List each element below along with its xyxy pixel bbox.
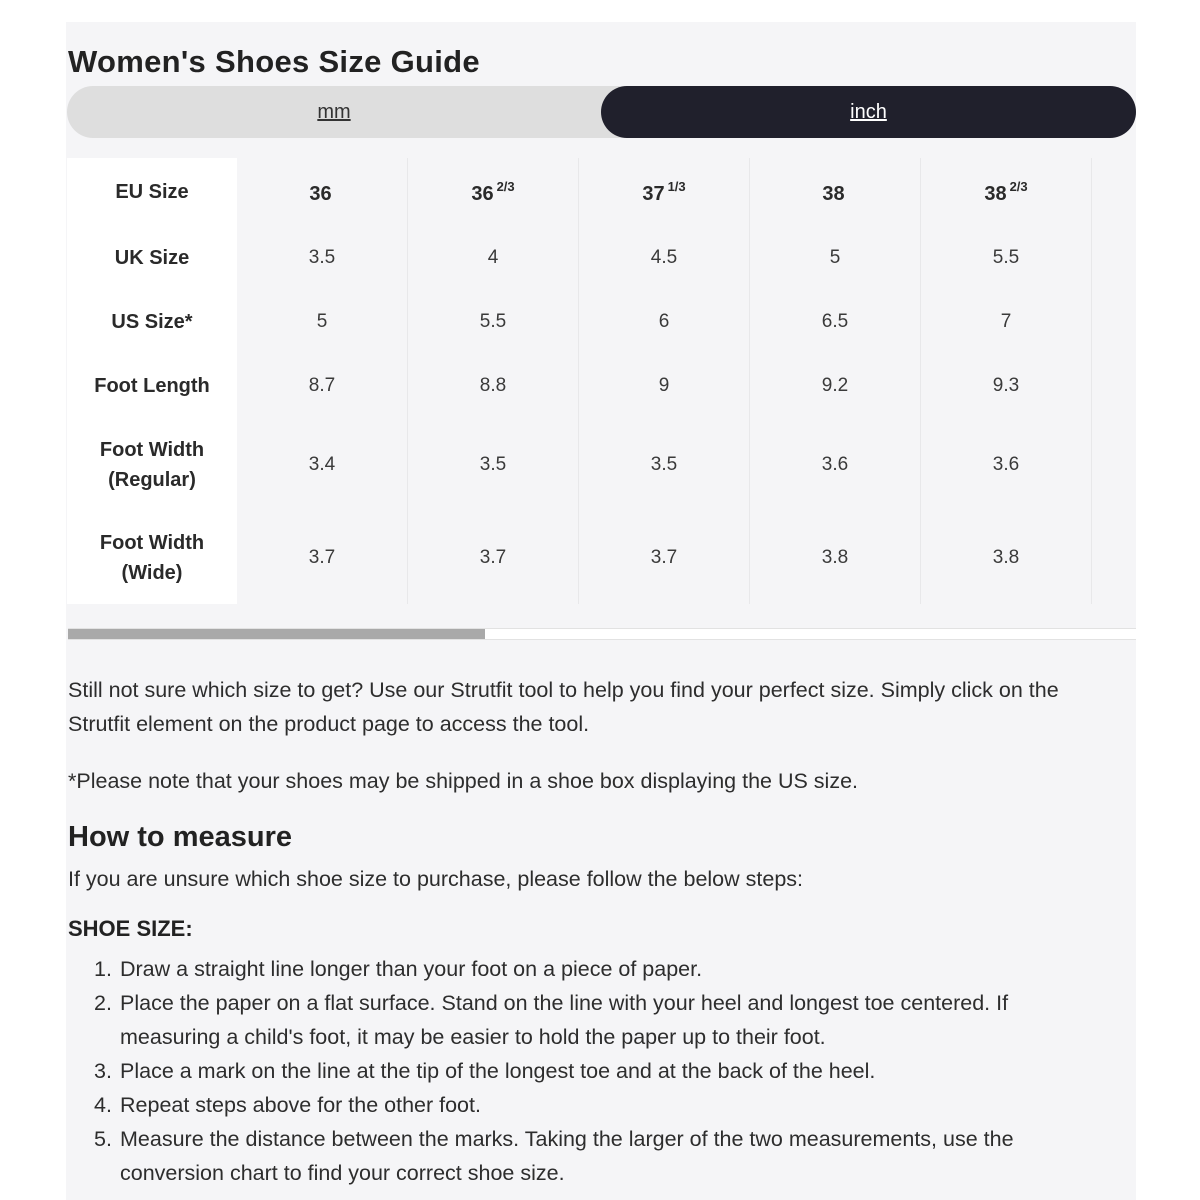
table-overflow-spacer	[1092, 418, 1137, 512]
uk-size-cell: 5	[750, 226, 921, 290]
uk-size-cell: 4.5	[579, 226, 750, 290]
table-row-uk	[67, 226, 1136, 290]
eu-size-cell: 38	[750, 158, 921, 226]
strutfit-note: Still not sure which size to get? Use our Strutfit tool to help you find your perfect size. Simply click on the Strutfit element on the product page to access the tool.	[68, 678, 1059, 736]
eu-size-cell: 36	[237, 158, 408, 226]
table-row-eu	[67, 158, 1136, 226]
table-overflow-spacer	[1092, 290, 1137, 354]
width-regular-cell: 3.5	[408, 418, 579, 512]
width-regular-cell: 3.6	[921, 418, 1092, 512]
list-item: 5. Measure the distance between the marks. Taking the larger of the two measurements, use the conversion chart to find your correct shoe size.	[94, 1127, 1014, 1185]
scrollbar-thumb[interactable]	[68, 629, 485, 639]
width-wide-cell: 3.7	[408, 512, 579, 604]
us-size-cell: 5.5	[408, 290, 579, 354]
page-title: Women's Shoes Size Guide	[68, 44, 480, 79]
uk-size-cell: 3.5	[237, 226, 408, 290]
us-size-cell: 5	[237, 290, 408, 354]
table-overflow-spacer	[1092, 226, 1137, 290]
unit-tab-mm[interactable]: mm	[317, 101, 351, 123]
table-horizontal-scrollbar[interactable]	[68, 628, 1136, 640]
eu-size-cell: 38 $^{2/3}$	[921, 158, 1092, 226]
width-regular-cell: 3.5	[579, 418, 750, 512]
table-row-width-regular	[67, 418, 1136, 512]
width-wide-cell: 3.7	[579, 512, 750, 604]
unit-toggle[interactable]	[67, 86, 1136, 138]
width-regular-cell: 3.4	[237, 418, 408, 512]
foot-length-cell: 9.3	[921, 354, 1092, 418]
uk-size-cell: 4	[408, 226, 579, 290]
foot-length-cell: 9	[579, 354, 750, 418]
list-item: 1. Draw a straight line longer than your foot on a piece of paper.	[94, 957, 703, 981]
eu-size-cell: 36 $^{2/3}$	[408, 158, 579, 226]
size-table	[67, 158, 1136, 604]
us-box-note: *Please note that your shoes may be shipped in a shoe box displaying the US size.	[68, 769, 859, 793]
row-label-foot-length: Foot Length	[67, 354, 237, 418]
width-wide-cell: 3.8	[921, 512, 1092, 604]
us-size-cell: 6	[579, 290, 750, 354]
us-size-cell: 6.5	[750, 290, 921, 354]
how-to-measure-heading: How to measure	[68, 821, 292, 853]
width-wide-cell: 3.7	[237, 512, 408, 604]
table-row-foot-length	[67, 354, 1136, 418]
table-row-us	[67, 290, 1136, 354]
eu-size-cell: 37 $^{1/3}$	[579, 158, 750, 226]
row-label-us: US Size*	[67, 290, 237, 354]
foot-length-cell: 8.7	[237, 354, 408, 418]
list-item: 4. Repeat steps above for the other foot.	[94, 1093, 481, 1117]
table-overflow-spacer	[1092, 354, 1137, 418]
how-to-intro: If you are unsure which shoe size to purchase, please follow the below steps:	[68, 867, 803, 891]
table-overflow-spacer	[1092, 158, 1137, 226]
width-wide-cell: 3.8	[750, 512, 921, 604]
row-label-eu: EU Size	[67, 158, 237, 226]
list-item: 2. Place the paper on a flat surface. Stand on the line with your heel and longest toe centered. If measuring a child's foot, it may be easier to hold the paper up to their foot.	[94, 991, 1009, 1049]
list-item: 3. Place a mark on the line at the tip of the longest toe and at the back of the heel.	[94, 1059, 876, 1083]
foot-length-cell: 9.2	[750, 354, 921, 418]
table-row-width-wide	[67, 512, 1136, 604]
foot-length-cell: 8.8	[408, 354, 579, 418]
uk-size-cell: 5.5	[921, 226, 1092, 290]
row-label-uk: UK Size	[67, 226, 237, 290]
size-guide-panel	[66, 22, 1136, 1200]
row-label-width-wide: Foot Width (Wide)	[67, 512, 237, 604]
row-label-width-regular: Foot Width (Regular)	[67, 418, 237, 512]
table-overflow-spacer	[1092, 512, 1137, 604]
measure-steps-list	[68, 952, 1108, 1190]
us-size-cell: 7	[921, 290, 1092, 354]
width-regular-cell: 3.6	[750, 418, 921, 512]
shoe-size-subheading: SHOE SIZE:	[68, 916, 193, 941]
unit-tab-inch[interactable]: inch	[601, 86, 1136, 138]
